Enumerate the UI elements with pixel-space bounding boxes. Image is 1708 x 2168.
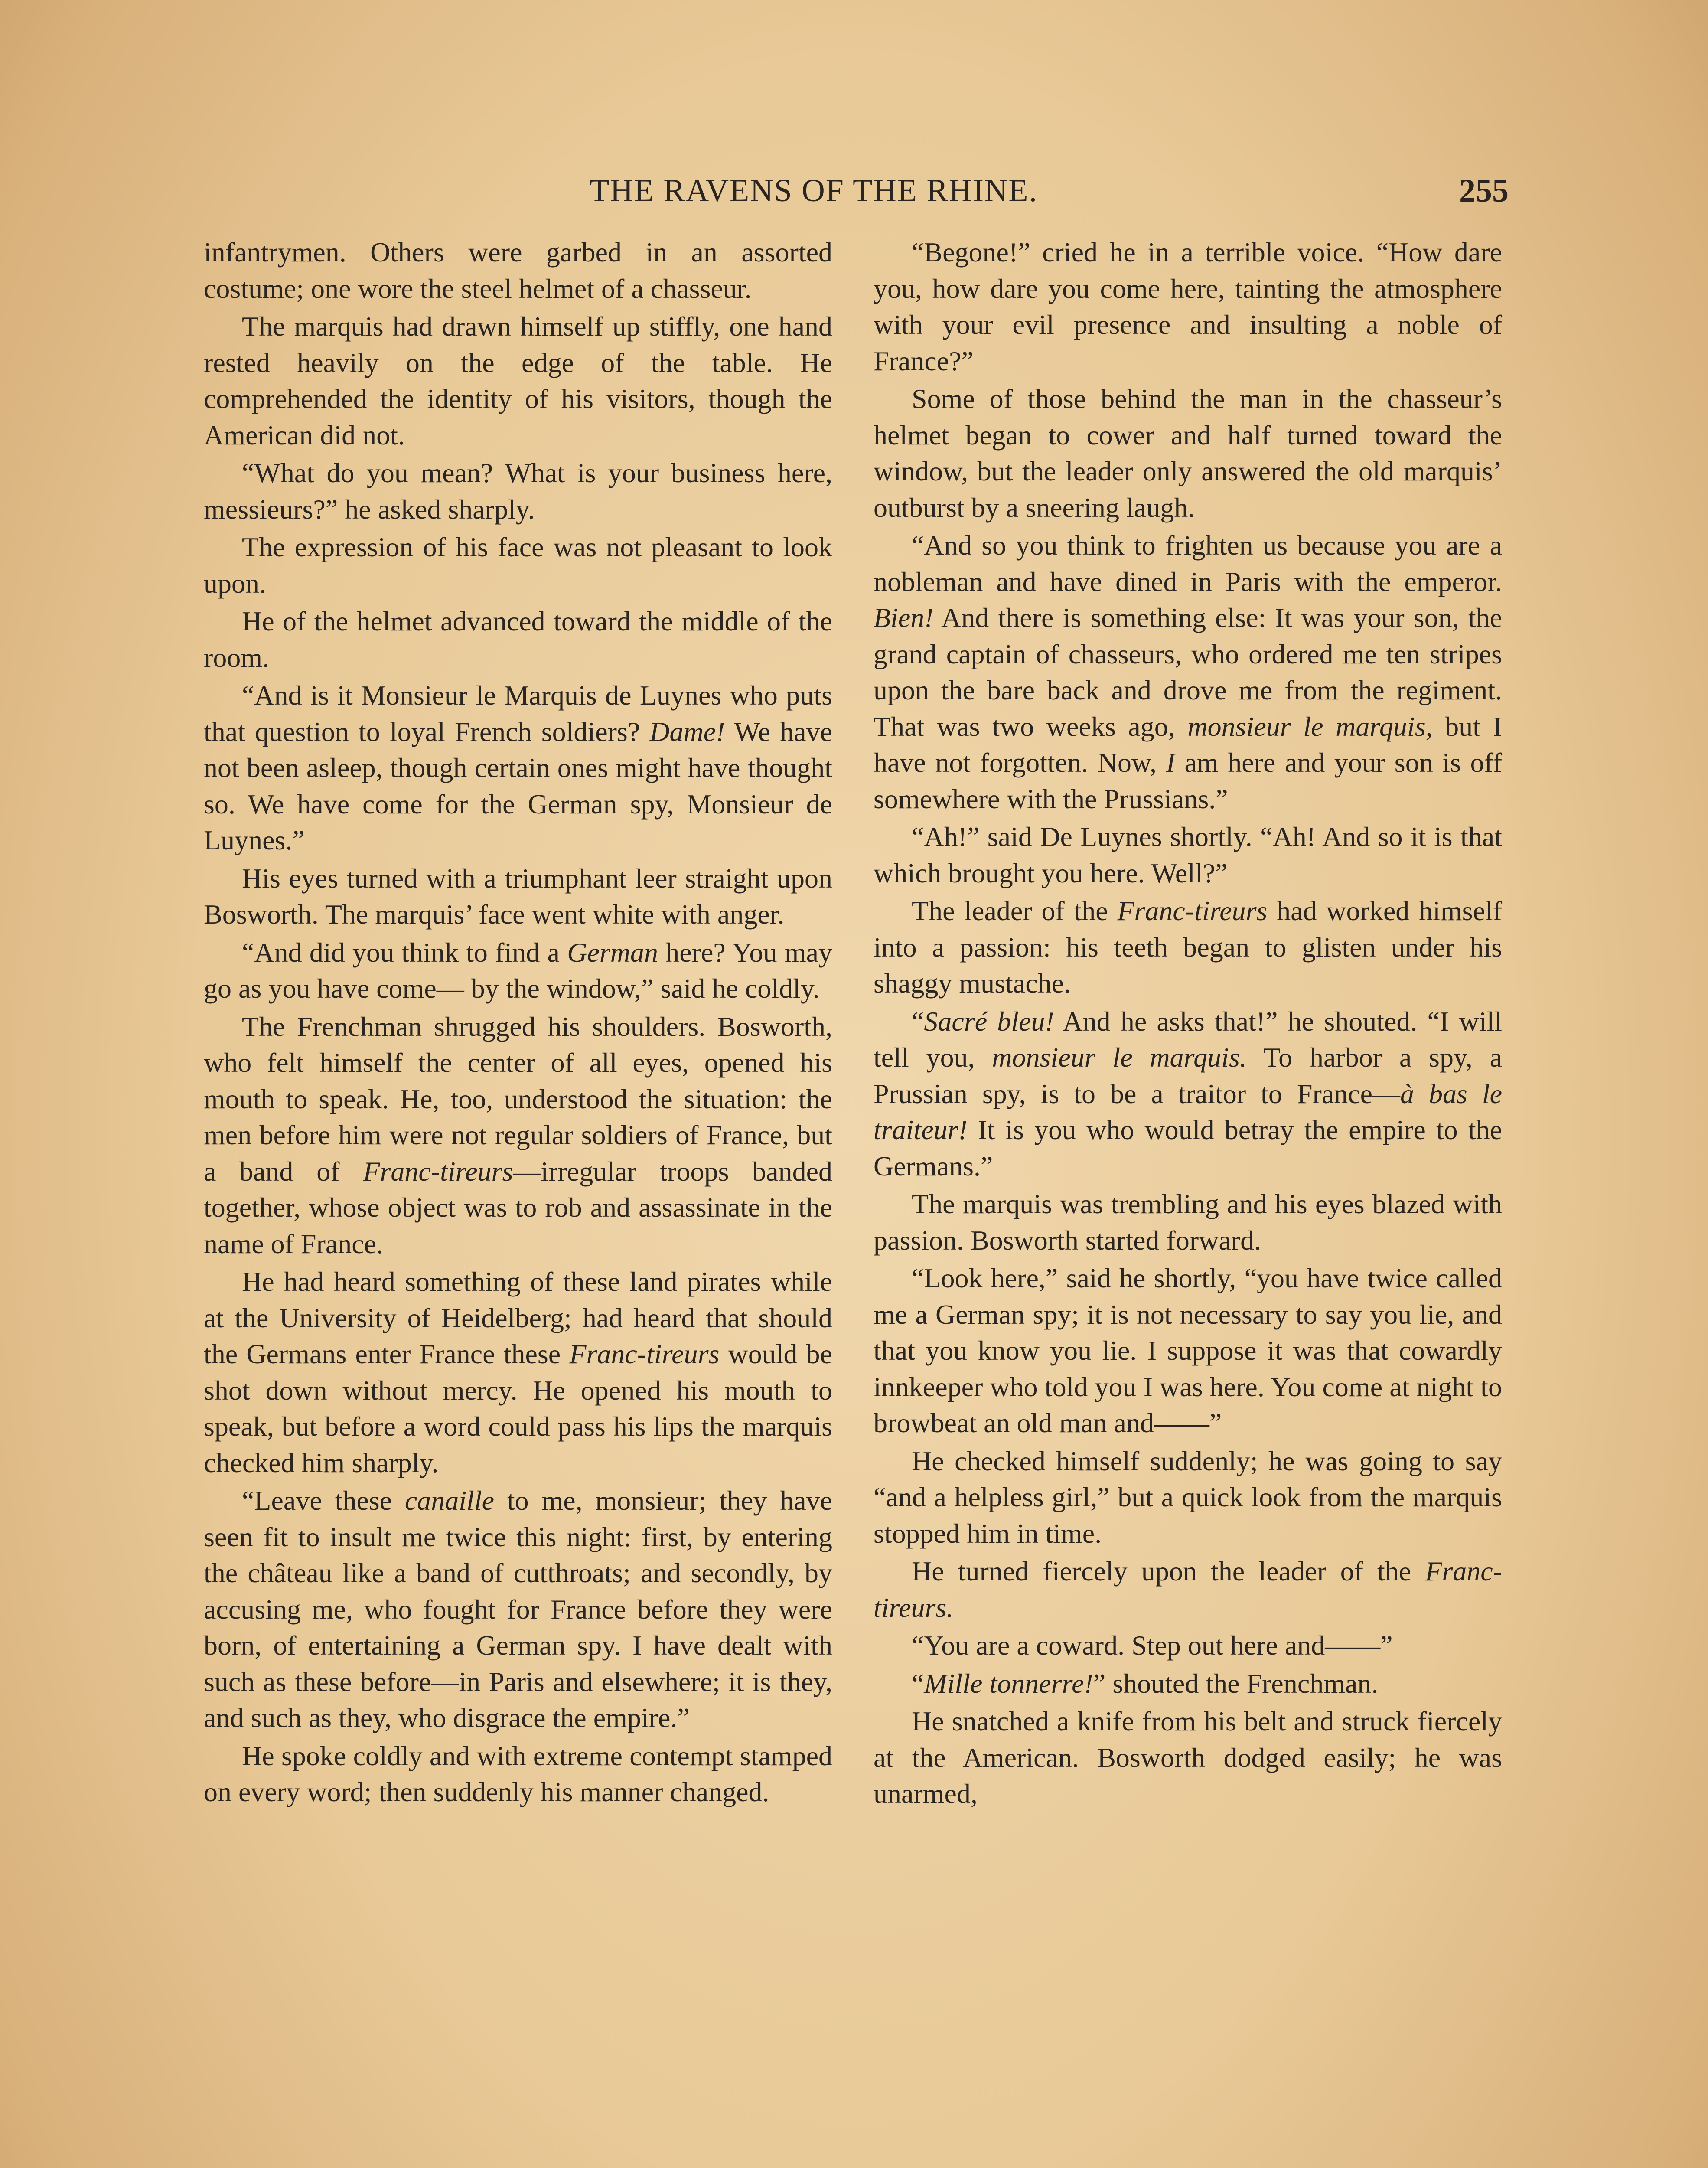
paragraph: “Ah!” said De Luynes shortly. “Ah! And so it is that which brought you here. Well?” <box>874 821 1502 888</box>
italic-text: Sacré bleu! <box>924 1006 1054 1037</box>
paragraph: “And so you think to frighten us because you are a nobleman and have dined in Paris with the emperor. Bien! And there is something else: It was your son, the grand captain of chasseurs, who ordered me ten stripes upon the bare back and drove me from the regiment. That was two weeks ago, monsieur le marquis, but I have not forgotten. Now, I am here and your son is off somewhere with the Prussians.” <box>874 530 1503 814</box>
italic-text: Bien! <box>874 602 934 633</box>
paragraph: He had heard something of these land pirates while at the University of Heidelberg; had heard that should the Germans enter France these Franc-tireurs would be shot down without mercy. He opened his mouth to speak, but before a word could pass his lips the marquis checked him sharply. <box>204 1266 833 1478</box>
paragraph: The marquis was trembling and his eyes blazed with passion. Bosworth started forward. <box>874 1188 1502 1256</box>
italic-text: Dame! <box>649 716 725 747</box>
paragraph: “Sacré bleu! And he asks that!” he shouted. “I will tell you, monsieur le marquis. To harbor a spy, a Prussian spy, is to be a traitor to France—à bas le traiteur! It is you who would betray the empire to the Germans.” <box>874 1006 1503 1182</box>
paragraph: “Begone!” cried he in a terrible voice. “How dare you, how dare you come here, tainting the atmosphere with your evil presence and insulting a noble of France?” <box>874 237 1502 376</box>
running-header <box>204 167 1509 215</box>
page-number: 255 <box>1459 173 1509 209</box>
right-column <box>874 234 1502 1812</box>
italic-text: monsieur le marquis, <box>1187 711 1433 742</box>
paragraph: “Leave these canaille to me, monsieur; they have seen fit to insult me twice this night: first, by entering the château like a band of cutthroats; and secondly, by accusing me, who fought for France before they were born, of entertaining a German spy. I have dealt with such as these before—in Paris and elsewhere; it is they, and such as they, who disgrace the empire.” <box>204 1485 832 1733</box>
italic-text: Franc-tireurs <box>569 1339 720 1369</box>
paragraph: He spoke coldly and with extreme contempt stamped on every word; then suddenly his manner changed. <box>204 1740 832 1807</box>
paragraph: infantrymen. Others were garbed in an assorted costume; one wore the steel helmet of a chasseur. <box>204 237 832 304</box>
italic-text: Franc-tireurs. <box>874 1556 1502 1623</box>
paragraph: He checked himself suddenly; he was going to say “and a helpless girl,” but a quick look from the marquis stopped him in time. <box>874 1445 1502 1549</box>
paragraph: “And is it Monsieur le Marquis de Luynes who puts that question to loyal French soldiers? Dame! We have not been asleep, though certain ones might have thought so. We have come for the German spy, Monsieur de Luynes.” <box>204 680 832 855</box>
paragraph: “What do you mean? What is your business here, messieurs?” he asked sharply. <box>204 457 832 525</box>
paragraph: “And did you think to find a German here? You may go as you have come— by the window,” said he coldly. <box>204 937 833 1004</box>
italic-text: I <box>1166 747 1175 778</box>
italic-text: Franc-tireurs <box>363 1156 513 1187</box>
paragraph: “Mille tonnerre!” shouted the Frenchman. <box>912 1668 1379 1699</box>
paragraph: His eyes turned with a triumphant leer straight upon Bosworth. The marquis’ face went white with anger. <box>204 862 832 930</box>
paragraph: The Frenchman shrugged his shoulders. Bosworth, who felt himself the center of all eyes, opened his mouth to speak. He, too, understood the situation: the men before him were not regular soldiers of France, but a band of Franc-tireurs—irregular troops banded together, whose object was to rob and assassinate in the name of France. <box>204 1011 833 1259</box>
italic-text: Franc-tireurs <box>1117 895 1268 926</box>
left-column <box>204 234 832 1810</box>
italic-text: Mille tonnerre! <box>924 1668 1093 1699</box>
paragraph: He of the helmet advanced toward the middle of the room. <box>204 606 832 673</box>
paragraph: He turned fiercely upon the leader of the Franc-tireurs. <box>874 1556 1502 1623</box>
paragraph: The expression of his face was not pleasant to look upon. <box>204 532 832 599</box>
italic-text: German <box>567 937 658 968</box>
running-title: THE RAVENS OF THE RHINE. <box>590 173 1038 209</box>
italic-text: canaille <box>404 1485 494 1516</box>
paragraph: Some of those behind the man in the chasseur’s helmet began to cower and half turned toward the window, but the leader only answered the old marquis’ outburst by a sneering laugh. <box>874 383 1502 523</box>
paragraph: He snatched a knife from his belt and struck fiercely at the American. Bosworth dodged easily; he was unarmed, <box>874 1706 1502 1809</box>
italic-text: à bas le traiteur! <box>874 1078 1502 1145</box>
paragraph: The marquis had drawn himself up stiffly, one hand rested heavily on the edge of the table. He comprehended the identity of his visitors, though the American did not. <box>204 311 832 451</box>
italic-text: monsieur le marquis. <box>992 1042 1247 1073</box>
paragraph: “Look here,” said he shortly, “you have twice called me a German spy; it is not necessary to say you lie, and that you know you lie. I suppose it was that cowardly innkeeper who told you I was here. You come at night to browbeat an old man and——” <box>874 1263 1502 1438</box>
paragraph: “You are a coward. Step out here and——” <box>912 1630 1393 1661</box>
paragraph: The leader of the Franc-tireurs had worked himself into a passion: his teeth began to glisten under his shaggy mustache. <box>874 895 1503 999</box>
